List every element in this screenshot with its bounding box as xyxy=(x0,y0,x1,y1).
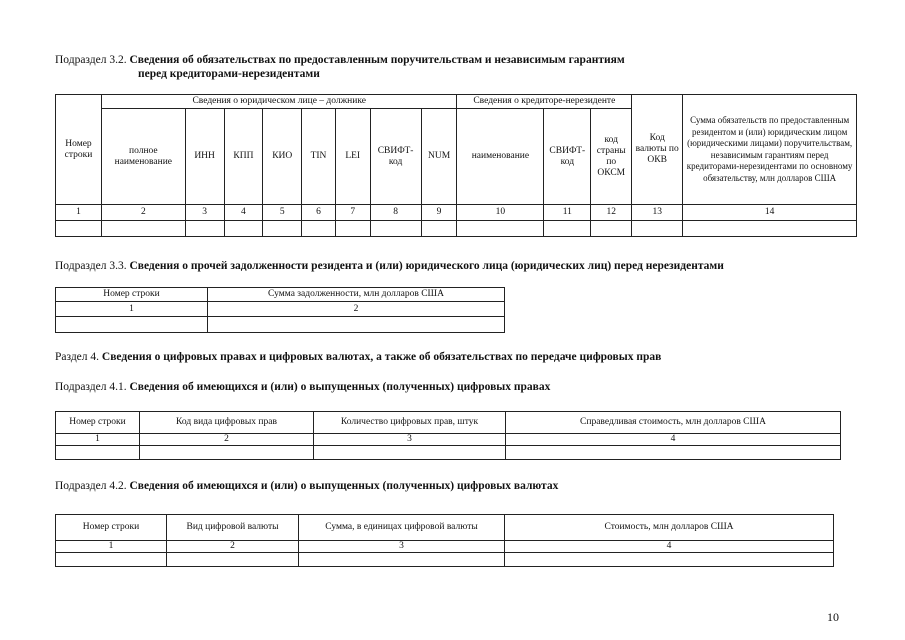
heading-3-3-title: Сведения о прочей задолженности резидента и (или) юридического лица (юридических лиц) перед нерезидентами xyxy=(129,260,724,272)
table-4-1 xyxy=(55,411,841,460)
heading-3-2-prefix: Подраздел 3.2. xyxy=(55,54,130,66)
table-row-empty xyxy=(56,221,857,237)
page-number: 10 xyxy=(827,610,839,624)
col-debt-sum: Сумма задолженности, млн долларов США xyxy=(208,288,505,302)
empty-cell[interactable] xyxy=(56,221,102,237)
table-row-numbers xyxy=(56,302,505,317)
table-4-2 xyxy=(55,514,834,567)
col-num: NUM xyxy=(421,109,457,205)
table-row-numbers xyxy=(56,541,834,553)
empty-cell[interactable] xyxy=(335,221,370,237)
col-obligation-sum: Сумма обязательств по предоставленным резидентом и (или) юридическим лицом (юридическими лицами) поручительствам, независимым гарантиям перед кредиторами-нерезидентами по основному обязательству, млн долларов США xyxy=(683,95,857,205)
table-cell: 2 xyxy=(140,434,314,446)
table-cell: 9 xyxy=(421,205,457,221)
table-row-empty xyxy=(56,446,841,460)
col-tin: TIN xyxy=(302,109,336,205)
heading-4-2-prefix: Подраздел 4.2. xyxy=(55,480,130,492)
table-row-numbers xyxy=(56,434,841,446)
empty-cell[interactable] xyxy=(421,221,457,237)
heading-4-prefix: Раздел 4. xyxy=(55,351,102,363)
empty-cell[interactable] xyxy=(683,221,857,237)
heading-3-3-prefix: Подраздел 3.3. xyxy=(55,260,130,272)
col-rights-kind-code: Код вида цифровых прав xyxy=(140,412,314,434)
col-full-name: полное наименование xyxy=(101,109,185,205)
col-value: Стоимость, млн долларов США xyxy=(505,515,834,541)
col-kpp: КПП xyxy=(224,109,263,205)
empty-cell[interactable] xyxy=(544,221,591,237)
heading-4-1-title: Сведения об имеющихся и (или) о выпущенных (полученных) цифровых правах xyxy=(129,381,551,393)
table-cell: 4 xyxy=(224,205,263,221)
empty-cell[interactable] xyxy=(632,221,683,237)
empty-cell[interactable] xyxy=(56,317,208,333)
table-cell: 3 xyxy=(299,541,505,553)
col-swift-creditor: СВИФТ-код xyxy=(544,109,591,205)
heading-4-title: Сведения о цифровых правах и цифровых валютах, а также об обязательствах по передаче цифровых прав xyxy=(101,351,662,363)
table-cell: 2 xyxy=(208,302,505,317)
empty-cell[interactable] xyxy=(101,221,185,237)
empty-cell[interactable] xyxy=(56,446,140,460)
heading-4-2-title: Сведения об имеющихся и (или) о выпущенных (полученных) цифровых валютах xyxy=(129,480,559,492)
heading-4 xyxy=(55,350,661,364)
table-cell: 1 xyxy=(56,541,167,553)
col-kio: КИО xyxy=(263,109,302,205)
table-cell: 12 xyxy=(591,205,632,221)
table-cell: 14 xyxy=(683,205,857,221)
table-cell: 10 xyxy=(457,205,544,221)
col-row-number: Номер строки xyxy=(56,515,167,541)
col-row-number: Номер строки xyxy=(56,412,140,434)
group-debtor: Сведения о юридическом лице – должнике xyxy=(101,95,457,109)
empty-cell[interactable] xyxy=(224,221,263,237)
col-creditor-name: наименование xyxy=(457,109,544,205)
table-cell: 2 xyxy=(167,541,299,553)
col-row-number: Номер строки xyxy=(56,95,102,205)
table-cell: 8 xyxy=(370,205,421,221)
table-3-3 xyxy=(55,287,505,333)
empty-cell[interactable] xyxy=(185,221,224,237)
empty-cell[interactable] xyxy=(591,221,632,237)
group-creditor: Сведения о кредиторе-нерезиденте xyxy=(457,95,632,109)
col-country-code: код страны по ОКСМ xyxy=(591,109,632,205)
table-cell: 4 xyxy=(505,541,834,553)
heading-4-1 xyxy=(55,380,550,394)
table-cell: 2 xyxy=(101,205,185,221)
table-cell: 11 xyxy=(544,205,591,221)
table-3-2 xyxy=(55,94,857,237)
table-cell: 3 xyxy=(185,205,224,221)
table-cell: 5 xyxy=(263,205,302,221)
col-swift-debtor: СВИФТ-код xyxy=(370,109,421,205)
empty-cell[interactable] xyxy=(208,317,505,333)
empty-cell[interactable] xyxy=(299,553,505,567)
heading-3-2 xyxy=(55,53,625,67)
table-row-numbers xyxy=(56,205,857,221)
empty-cell[interactable] xyxy=(506,446,841,460)
col-sum-units: Сумма, в единицах цифровой валюты xyxy=(299,515,505,541)
table-cell: 4 xyxy=(506,434,841,446)
empty-cell[interactable] xyxy=(505,553,834,567)
empty-cell[interactable] xyxy=(302,221,336,237)
heading-4-2 xyxy=(55,479,558,493)
table-row-empty xyxy=(56,317,505,333)
col-currency-kind: Вид цифровой валюты xyxy=(167,515,299,541)
col-rights-quantity: Количество цифровых прав, штук xyxy=(314,412,506,434)
col-currency-code: Код валюты по ОКВ xyxy=(632,95,683,205)
col-row-number: Номер строки xyxy=(56,288,208,302)
heading-3-3 xyxy=(55,259,724,273)
empty-cell[interactable] xyxy=(167,553,299,567)
table-cell: 13 xyxy=(632,205,683,221)
empty-cell[interactable] xyxy=(457,221,544,237)
heading-3-2-line2 xyxy=(138,67,320,81)
table-cell: 1 xyxy=(56,205,102,221)
col-inn: ИНН xyxy=(185,109,224,205)
table-cell: 3 xyxy=(314,434,506,446)
table-cell: 1 xyxy=(56,302,208,317)
table-cell: 6 xyxy=(302,205,336,221)
heading-3-2-title-line2: перед кредиторами-нерезидентами xyxy=(138,68,320,80)
table-row-empty xyxy=(56,553,834,567)
empty-cell[interactable] xyxy=(140,446,314,460)
table-cell: 1 xyxy=(56,434,140,446)
table-cell: 7 xyxy=(335,205,370,221)
empty-cell[interactable] xyxy=(263,221,302,237)
col-fair-value: Справедливая стоимость, млн долларов США xyxy=(506,412,841,434)
empty-cell[interactable] xyxy=(370,221,421,237)
empty-cell[interactable] xyxy=(314,446,506,460)
empty-cell[interactable] xyxy=(56,553,167,567)
heading-4-1-prefix: Подраздел 4.1. xyxy=(55,381,130,393)
heading-3-2-title-line1: Сведения об обязательствах по предоставленным поручительствам и независимым гарантиям xyxy=(129,54,625,66)
col-lei: LEI xyxy=(335,109,370,205)
